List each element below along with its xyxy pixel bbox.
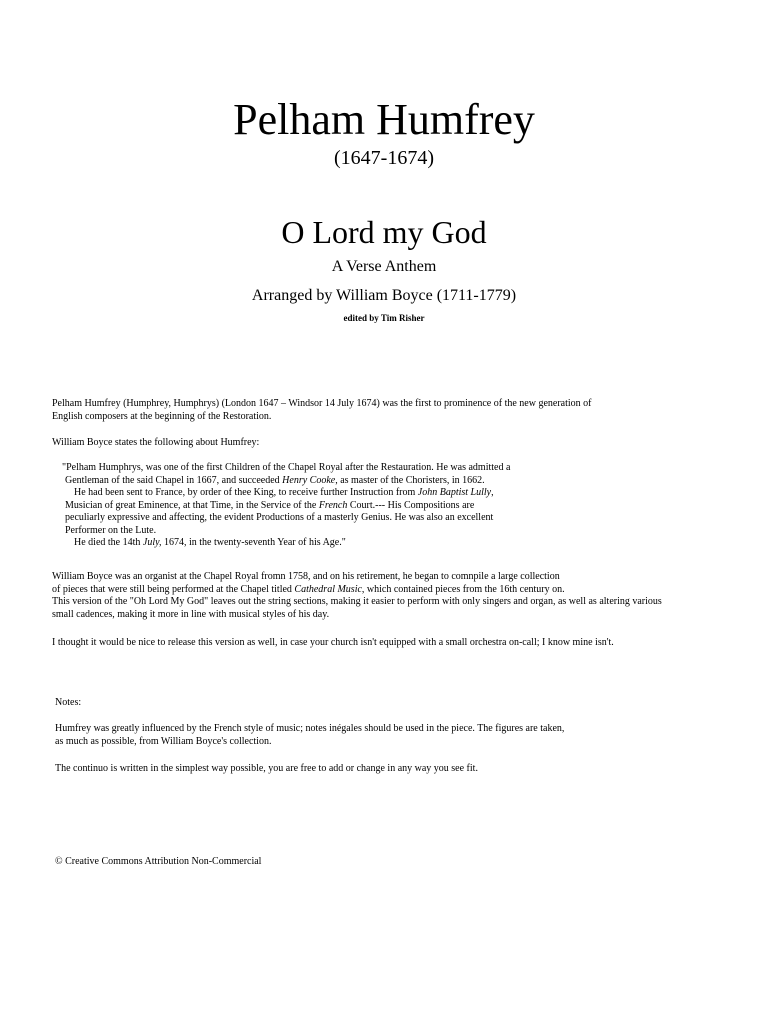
quote-line: Gentleman of the said Chapel in 1667, and succeeded Henry Cooke, as master of the Choristers, in 1662. (65, 474, 485, 486)
note-line: Humfrey was greatly influenced by the French style of music; notes inégales should be used in the piece. The figures are taken, (55, 723, 565, 734)
license-text: © Creative Commons Attribution Non-Commercial (55, 856, 262, 867)
boyce-states-paragraph (52, 437, 752, 450)
intro-paragraph (52, 398, 752, 423)
piece-subtitle: A Verse Anthem (331, 258, 437, 275)
quote-line: "Pelham Humphrys, was one of the first Children of the Chapel Royal after the Restauration. He was admitted a (62, 462, 511, 473)
composer-years: (1647-1674) (334, 147, 434, 169)
bio-line: of pieces that were still being performed at the Chapel titled Cathedral Music, which contained pieces from the 16th century on. (52, 583, 565, 595)
boyce-quote (52, 462, 752, 550)
notes-heading-text: Notes: (55, 697, 82, 708)
release-paragraph (52, 637, 752, 650)
note-line: as much as possible, from William Boyce's collection. (55, 735, 272, 747)
intro-line: English composers at the beginning of the Restoration. (52, 410, 272, 422)
quote-line: He died the 14th July, 1674, in the twenty-seventh Year of his Age." (74, 537, 346, 548)
bio-line: small cadences, making it more in line with musical styles of his day. (52, 608, 330, 620)
note-paragraph (55, 763, 755, 776)
bio-line: William Boyce was an organist at the Chapel Royal fromn 1758, and on his retirement, he began to comnpile a large collection (52, 571, 560, 582)
quote-line: He had been sent to France, by order of thee King, to receive further Instruction from John Baptist Lully, (74, 487, 494, 498)
notes-heading (55, 697, 755, 710)
intro-line: Pelham Humfrey (Humphrey, Humphrys) (London 1647 – Windsor 14 July 1674) was the first to prominence of the new generation of (52, 398, 592, 409)
boyce-bio-paragraph (52, 571, 752, 621)
note-line: The continuo is written in the simplest way possible, you are free to add or change in any way you see fit. (55, 763, 478, 774)
editor-credit: edited by Tim Risher (343, 313, 425, 323)
composer-name: Pelham Humfrey (233, 95, 535, 144)
bio-line: This version of the "Oh Lord My God" leaves out the string sections, making it easier to perform with only singers and organ, as well as altering various (52, 596, 662, 607)
license-notice (55, 856, 755, 869)
quote-line: Musician of great Eminence, at that Time, in the Service of the French Court.--- His Compositions are (65, 499, 475, 511)
release-line: I thought it would be nice to release this version as well, in case your church isn't equipped with a small orchestra on-call; I know mine isn't. (52, 637, 614, 648)
note-paragraph (55, 723, 755, 748)
quote-line: Performer on the Lute. (65, 524, 157, 536)
piece-title: O Lord my God (281, 214, 487, 250)
arranger-credit: Arranged by William Boyce (1711-1779) (251, 287, 517, 304)
boyce-states-line: William Boyce states the following about Humfrey: (52, 437, 260, 448)
quote-line: peculiarly expressive and affecting, the evident Productions of a masterly Genius. He was also an excellent (65, 512, 494, 523)
